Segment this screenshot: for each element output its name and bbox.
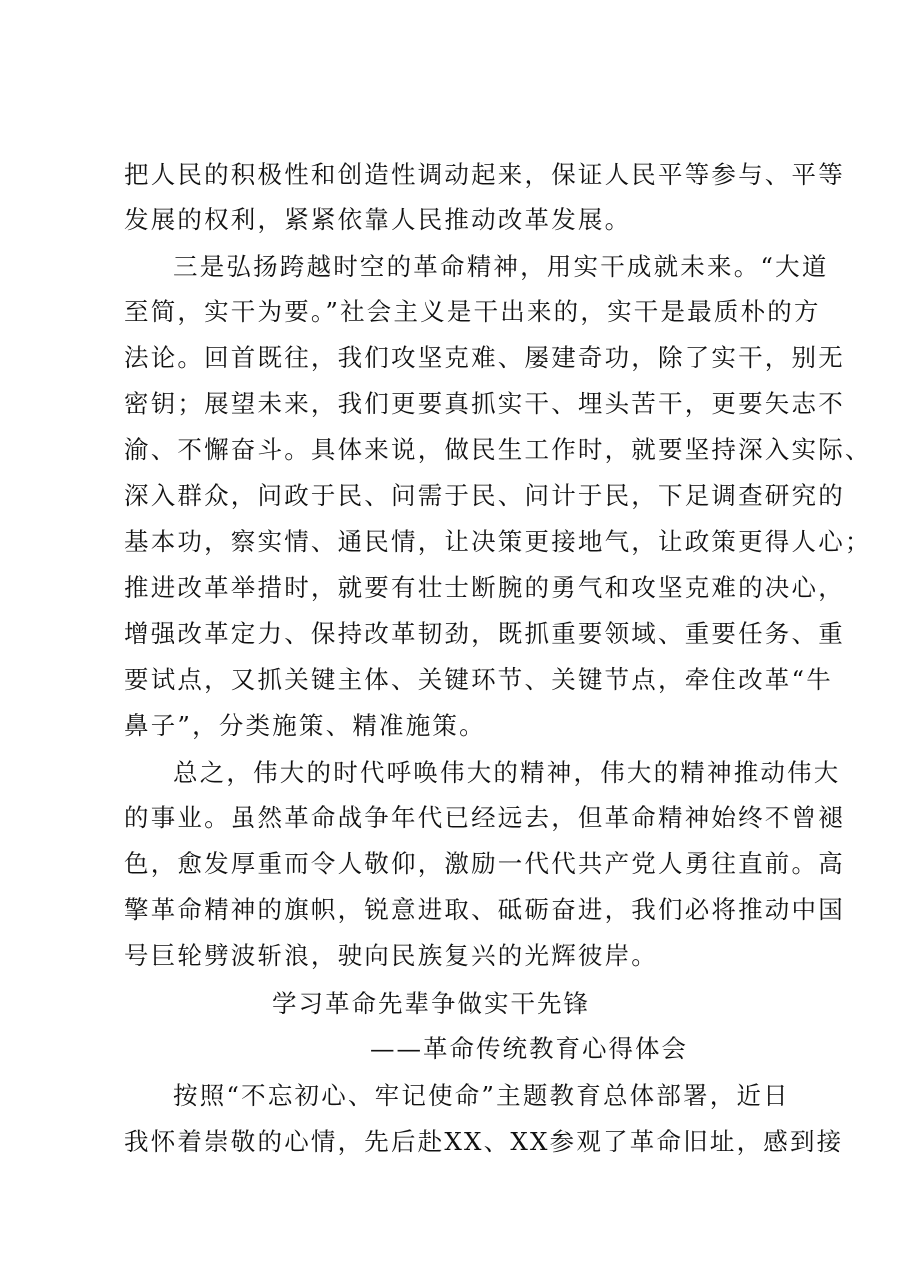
- paragraph-2-line-9: 增强改革定力、保持改革韧劲，既抓重要领域、重要任务、重: [124, 619, 845, 648]
- paragraph-2-line-4: 密钥；展望未来，我们更要真抓实干、埋头苦干，更要矢志不: [124, 389, 845, 418]
- paragraph-1-line-2: 发展的权利，紧紧依靠人民推动改革发展。: [124, 205, 632, 234]
- paragraph-2-line-5: 渝、不懈奋斗。具体来说，做民生工作时，就要坚持深入实际、: [124, 435, 872, 464]
- section-subtitle: ——革命传统教育心得体会: [370, 1034, 688, 1063]
- paragraph-3-line-1: 总之，伟大的时代呼唤伟大的精神，伟大的精神推动伟大: [173, 758, 841, 787]
- paragraph-4-line-1: 按照“不忘初心、牢记使命”主题教育总体部署，近日: [173, 1081, 790, 1110]
- paragraph-1-line-1: 把人民的积极性和创造性调动起来，保证人民平等参与、平等: [124, 160, 845, 189]
- paragraph-3-line-5: 号巨轮劈波斩浪，驶向民族复兴的光辉彼岸。: [124, 941, 658, 970]
- paragraph-2-line-11: 鼻子”，分类施策、精准施策。: [124, 711, 486, 740]
- paragraph-3-line-2: 的事业。虽然革命战争年代已经远去，但革命精神始终不曾褪: [124, 803, 845, 832]
- paragraph-2-line-6: 深入群众，问政于民、问需于民、问计于民，下足调查研究的: [124, 481, 845, 510]
- paragraph-3-line-3: 色，愈发厚重而令人敬仰，激励一代代共产党人勇往直前。高: [124, 849, 845, 878]
- paragraph-2-line-7: 基本功，察实情、通民情，让决策更接地气，让政策更得人心；: [124, 527, 872, 556]
- paragraph-3-line-4: 擎革命精神的旗帜，锐意进取、砥砺奋进，我们必将推动中国: [124, 895, 845, 924]
- paragraph-2-line-8: 推进改革举措时，就要有壮士断腕的勇气和攻坚克难的决心，: [124, 573, 845, 602]
- paragraph-2-line-10: 要试点，又抓关键主体、关键环节、关键节点，牵住改革“牛: [124, 665, 833, 694]
- paragraph-2-line-3: 法论。回首既往，我们攻坚克难、屡建奇功，除了实干，别无: [124, 343, 845, 372]
- section-title: 学习革命先辈争做实干先锋: [272, 989, 590, 1018]
- paragraph-4-line-2: 我怀着崇敬的心情，先后赴XX、XX参观了革命旧址，感到接: [124, 1127, 844, 1156]
- paragraph-2-line-1: 三是弘扬跨越时空的革命精神，用实干成就未来。“大道: [173, 252, 829, 281]
- paragraph-2-line-2: 至简，实干为要。”社会主义是干出来的，实干是最质朴的方: [124, 297, 821, 326]
